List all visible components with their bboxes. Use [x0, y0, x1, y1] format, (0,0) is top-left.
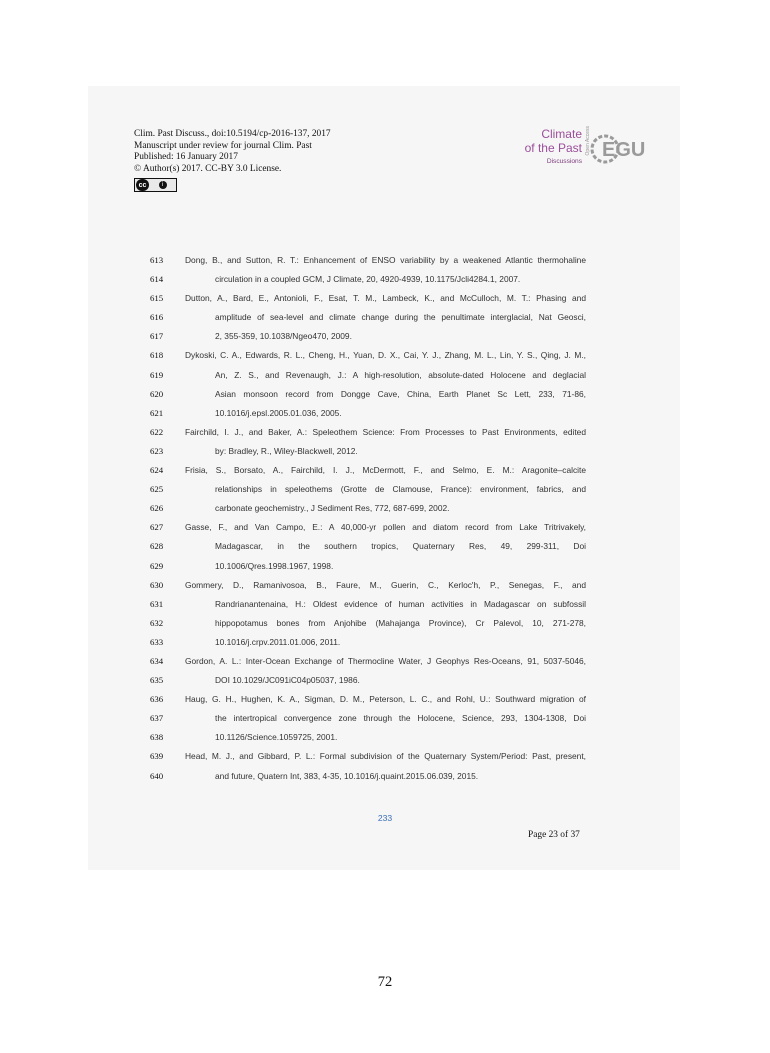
reference-text: 10.1016/j.crpv.2011.01.006, 2011.: [215, 636, 341, 647]
header-line: Clim. Past Discuss., doi:10.5194/cp-2016-137, 2017: [134, 129, 331, 139]
line-number: 632: [150, 617, 164, 628]
line-number: 617: [150, 331, 164, 342]
reference-text: An, Z. S., and Revenaugh, J.: A high-resolution, absolute-dated Holocene and deglacial: [215, 369, 586, 380]
line-number: 614: [150, 274, 164, 285]
reference-text: the intertropical convergence zone through the Holocene, Science, 293, 1304-1308, Doi: [215, 713, 586, 724]
line-number: 637: [150, 713, 164, 724]
header-line: Published: 16 January 2017: [134, 152, 238, 163]
line-number: 623: [150, 445, 164, 456]
logo-title-line1: Climate: [541, 127, 582, 141]
climate-of-the-past-logo: [508, 125, 646, 173]
journal-header: [134, 129, 331, 175]
line-number: 622: [150, 426, 164, 437]
reference-line: [150, 404, 590, 423]
reference-text: amplitude of sea-level and climate change during the penultimate interglacial, Nat Geosci,: [215, 312, 586, 323]
reference-line: [150, 690, 590, 709]
reference-text: Gommery, D., Ramanivosoa, B., Faure, M., Guerin, C., Kerloc'h, P., Senegas, F., and: [185, 579, 586, 590]
cc-by-license-badge: [134, 178, 177, 192]
footer-page-number: 72: [377, 974, 393, 990]
reference-line: [150, 346, 590, 365]
reference-text: Gasse, F., and Van Campo, E.: A 40,000-yr pollen and diatom record from Lake Tritrivakely,: [185, 522, 586, 533]
line-number: 639: [150, 751, 164, 762]
line-number: 621: [150, 407, 164, 418]
reference-text: 10.1016/j.epsl.2005.01.036, 2005.: [215, 407, 342, 418]
reference-line: [150, 289, 590, 308]
line-number: 635: [150, 675, 164, 686]
reference-line: [150, 576, 590, 595]
header-line: © Author(s) 2017. CC-BY 3.0 License.: [134, 163, 282, 174]
reference-line: [150, 461, 590, 480]
reference-line: [150, 671, 590, 690]
reference-line: [150, 480, 590, 499]
reference-text: circulation in a coupled GCM, J Climate, 20, 4920-4939, 10.1175/Jcli4284.1, 2007.: [215, 274, 521, 285]
reference-line: [150, 308, 590, 327]
line-number: 629: [150, 560, 164, 571]
reference-text: Gordon, A. L.: Inter-Ocean Exchange of Thermocline Water, J Geophys Res-Oceans, 91, 5037-5046,: [185, 655, 586, 666]
reference-line: [150, 709, 590, 728]
reference-line: [150, 499, 590, 518]
line-number: 627: [150, 522, 164, 533]
line-number: 628: [150, 541, 164, 552]
reference-text: 10.1006/Qres.1998.1967, 1998.: [215, 560, 334, 571]
reference-line: [150, 557, 590, 576]
reference-text: carbonate geochemistry., J Sediment Res, 772, 687-699, 2002.: [215, 503, 450, 514]
reference-line: [150, 728, 590, 747]
reference-text: 2, 355-359, 10.1038/Ngeo470, 2009.: [215, 331, 352, 342]
reference-line: [150, 595, 590, 614]
reference-text: 10.1126/Science.1059725, 2001.: [215, 732, 338, 743]
reference-text: Dykoski, C. A., Edwards, R. L., Cheng, H., Yuan, D. X., Cai, Y. J., Zhang, M. L., Lin, Y. S., Qing, J. M.,: [185, 350, 586, 361]
line-number: 630: [150, 579, 164, 590]
reference-text: relationships in speleothems (Grotte de Clamouse, France): environment, fabrics, and: [215, 484, 586, 495]
reference-text: Fairchild, I. J., and Baker, A.: Speleothem Science: From Processes to Past Environments, edited: [185, 426, 586, 437]
line-number: 631: [150, 598, 164, 609]
line-number: 640: [150, 770, 164, 781]
reference-line: [150, 747, 590, 766]
attribution-icon: i: [149, 179, 176, 191]
open-access-label: Open Access: [585, 126, 591, 156]
reference-line: [150, 614, 590, 633]
reference-line: [150, 537, 590, 556]
reference-text: and future, Quatern Int, 383, 4-35, 10.1016/j.quaint.2015.06.039, 2015.: [215, 770, 479, 781]
reference-text: Dong, B., and Sutton, R. T.: Enhancement of ENSO variability by a weakened Atlantic thermohaline: [185, 255, 586, 265]
reference-line: [150, 270, 590, 289]
reference-text: Randrianantenaina, H.: Oldest evidence of human activities in Madagascar on subfossil: [215, 598, 586, 609]
reference-line: [150, 767, 590, 786]
egu-logo-icon: [592, 129, 646, 169]
line-number: 624: [150, 465, 164, 476]
reference-line: [150, 423, 590, 442]
header-line: Manuscript under review for journal Clim. Past: [134, 140, 312, 151]
reference-line: [150, 366, 590, 385]
line-number: 615: [150, 293, 164, 304]
reference-text: hippopotamus bones from Anjohibe (Mahajanga Province), Cr Palevol, 10, 271-278,: [215, 617, 586, 628]
reference-line: [150, 652, 590, 671]
reference-line: [150, 518, 590, 537]
reference-line: [150, 385, 590, 404]
reference-text: DOI 10.1029/JC091iC04p05037, 1986.: [215, 675, 360, 686]
reference-text: Frisia, S., Borsato, A., Fairchild, I. J., McDermott, F., and Selmo, E. M.: Aragonite–calcite: [185, 465, 586, 476]
line-number: 613: [150, 255, 164, 265]
reference-text: Head, M. J., and Gibbard, P. L.: Formal subdivision of the Quaternary System/Period: Past, present,: [185, 751, 586, 762]
reference-line: [150, 442, 590, 461]
reference-line: [150, 251, 590, 270]
logo-subtitle: Discussions: [546, 158, 582, 165]
page-of-count: Page 23 of 37: [528, 830, 580, 840]
reference-text: Dutton, A., Bard, E., Antonioli, F., Esat, T. M., Lambeck, K., and McCulloch, M. T.: Phasing and: [185, 293, 586, 304]
reference-line: [150, 633, 590, 652]
line-number: 618: [150, 350, 164, 361]
inner-page-number: 233: [377, 813, 393, 823]
line-number: 638: [150, 732, 164, 743]
line-number: 619: [150, 369, 164, 380]
logo-title-line2: of the Past: [524, 141, 582, 155]
line-number: 636: [150, 694, 164, 705]
reference-text: Madagascar, in the southern tropics, Quaternary Res, 49, 299-311, Doi: [215, 541, 586, 552]
egu-logo-text: EGU: [602, 139, 646, 161]
reference-text: by: Bradley, R., Wiley-Blackwell, 2012.: [215, 445, 358, 456]
reference-list: [150, 251, 590, 786]
reference-text: Asian monsoon record from Dongge Cave, China, Earth Planet Sc Lett, 233, 71-86,: [215, 388, 586, 399]
creative-commons-icon: cc: [136, 179, 149, 191]
reference-text: Haug, G. H., Hughen, K. A., Sigman, D. M., Peterson, L. C., and Rohl, U.: Southward migration of: [185, 694, 586, 705]
line-number: 625: [150, 484, 164, 495]
reference-line: [150, 327, 590, 346]
line-number: 620: [150, 388, 164, 399]
line-number: 626: [150, 503, 164, 514]
line-number: 616: [150, 312, 164, 323]
line-number: 633: [150, 636, 164, 647]
line-number: 634: [150, 655, 164, 666]
